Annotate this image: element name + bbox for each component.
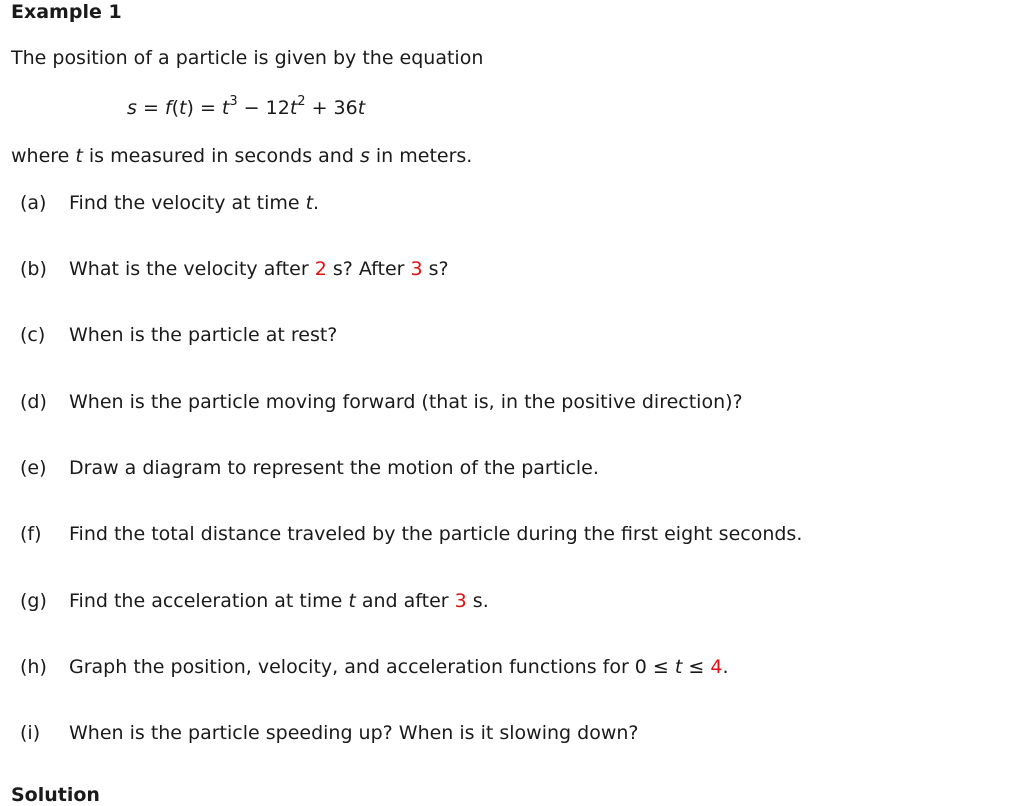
- position-equation: $s = f(t) = t^3 - 12t^2 + 36t$: [127, 93, 366, 119]
- part-g: (g) Find the acceleration at time t and after 3 s.: [20, 590, 489, 612]
- part-d: (d) When is the particle moving forward (that is, in the positive direction)?: [20, 391, 743, 413]
- part-label: (h): [20, 656, 47, 678]
- part-h: (h) Graph the position, velocity, and acceleration functions for 0 ≤ t ≤ 4.: [20, 656, 729, 678]
- example-heading: Example 1: [11, 1, 122, 23]
- part-label: (g): [20, 590, 47, 612]
- part-label: (c): [20, 324, 46, 346]
- part-i: (i) When is the particle speeding up? When is it slowing down?: [20, 722, 639, 744]
- part-label: (b): [20, 258, 47, 280]
- part-b: (b) What is the velocity after 2 s? After 3 s?: [20, 258, 449, 280]
- part-label: (i): [20, 722, 41, 744]
- part-label: (a): [20, 192, 47, 214]
- part-e: (e) Draw a diagram to represent the motion of the particle.: [20, 457, 599, 479]
- part-f: (f) Find the total distance traveled by the particle during the first eight seconds.: [20, 523, 803, 545]
- units-text: where t is measured in seconds and s in meters.: [11, 145, 473, 167]
- part-label: (d): [20, 391, 47, 413]
- part-label: (e): [20, 457, 47, 479]
- part-c: (c) When is the particle at rest?: [20, 324, 338, 346]
- part-a: (a) Find the velocity at time t.: [20, 192, 320, 214]
- part-label: (f): [20, 523, 42, 545]
- intro-text: The position of a particle is given by the equation: [11, 47, 484, 69]
- solution-heading: Solution: [11, 784, 100, 806]
